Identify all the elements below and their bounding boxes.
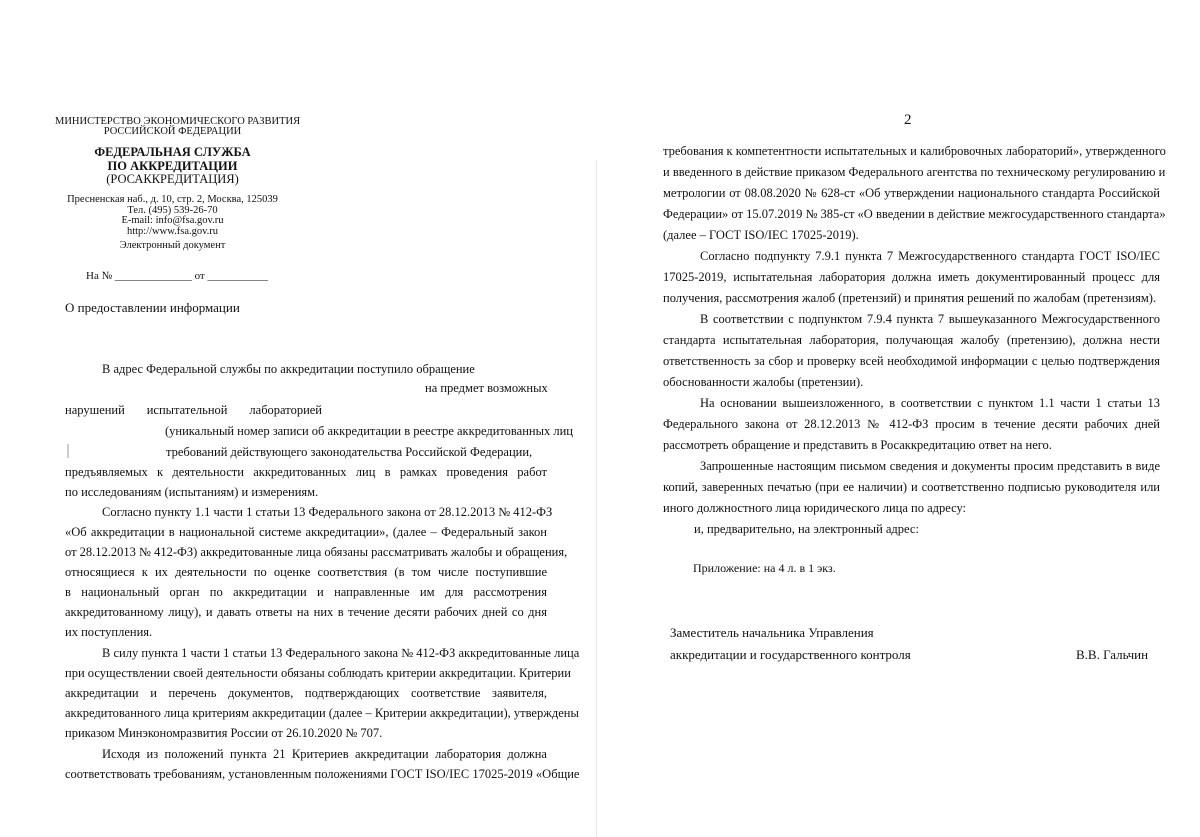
body-line: их поступления. — [65, 625, 153, 639]
body-line: требования к компетентности испытательных и калибровочных лабораторий», утвержденного — [663, 144, 1166, 158]
signer-name: В.В. Гальчин — [1076, 647, 1149, 662]
reference-line: На № ______________ от ___________ — [86, 270, 268, 282]
body-line: от 28.12.2013 № 412-ФЗ) аккредитованные лица обязаны рассматривать жалобы и обращения, — [65, 545, 568, 559]
ministry-line-2: РОССИЙСКОЙ ФЕДЕРАЦИИ — [103, 126, 242, 137]
email: E-mail: info@fsa.gov.ru — [121, 215, 224, 226]
attachment: Приложение: на 4 л. в 1 экз. — [693, 561, 836, 575]
body-line: (далее – ГОСТ ISO/IEC 17025-2019). — [663, 228, 859, 242]
website: http://www.fsa.gov.ru — [126, 226, 219, 237]
body-line: Согласно подпункту 7.9.1 пункта 7 Межгосударственного стандарта ГОСТ ISO/IEC — [700, 249, 1160, 263]
page-divider — [596, 160, 597, 837]
body-line: В адрес Федеральной службы по аккредитации поступило обращение — [102, 362, 475, 376]
body-line: (уникальный номер записи об аккредитации в реестре аккредитованных лиц — [165, 424, 573, 438]
edoc-label: Электронный документ — [119, 240, 226, 251]
body-line: обоснованности жалобы (претензии). — [663, 375, 864, 389]
body-line: 17025-2019, испытательная лаборатория должна иметь документированный процесс для — [663, 270, 1160, 284]
service-line-2: ПО АККРЕДИТАЦИИ — [107, 159, 238, 173]
body-line: аккредитации и перечень документов, подтверждающих соответствие заявителя, — [65, 686, 547, 700]
body-line: В соответствии с подпунктом 7.9.4 пункта 7 вышеуказанного Межгосударственного — [700, 312, 1160, 326]
body-line: Согласно пункту 1.1 части 1 статьи 13 Федерального закона от 28.12.2013 № 412-ФЗ — [102, 505, 553, 519]
body-line: стандарта испытательная лаборатория, получающая жалобу (претензию), должна нести — [663, 333, 1160, 347]
page-number: 2 — [904, 112, 912, 128]
subject: О предоставлении информации — [65, 300, 240, 315]
body-line: при осуществлении своей деятельности обязаны соблюдать критерии аккредитации. Критерии — [65, 666, 571, 680]
body-line: нарушений испытательной лабораторией — [65, 403, 322, 417]
body-line: и, предварительно, на электронный адрес: — [694, 522, 919, 536]
address: Пресненская наб., д. 10, стр. 2, Москва, 125039 — [67, 194, 278, 205]
body-line: Исходя из положений пункта 21 Критериев аккредитации лаборатория должна — [102, 747, 547, 761]
body-line: получения, рассмотрения жалоб (претензий) и принятия решений по жалобам (претензиям). — [663, 291, 1157, 305]
body-line: аккредитованному лицу), и давать ответы на них в течение десяти рабочих дней со дня — [65, 605, 547, 619]
body-line: и введенного в действие приказом Федерального агентства по техническому регулированию и — [663, 165, 1166, 179]
page-1 — [0, 0, 596, 837]
body-line: в национальный орган по аккредитации и направленные им для рассмотрения — [65, 585, 547, 599]
signer-title-2: аккредитации и государственного контроля — [670, 647, 911, 662]
body-line: Федерации» от 15.07.2019 № 385-ст «О введении в действие межгосударственного стандарта» — [663, 207, 1166, 221]
body-line: метрологии от 08.08.2020 № 628-ст «Об утверждении национального стандарта Российской — [663, 186, 1160, 200]
page-2 — [598, 0, 1200, 837]
body-line: рассмотреть обращение и представить в Росаккредитацию ответ на него. — [663, 438, 1052, 452]
body-line: Федерального закона от 28.12.2013 № 412-ФЗ просим в течение десяти рабочих дней — [663, 417, 1160, 431]
body-line: копий, заверенных печатью (при ее наличии) и соответственно подписью руководителя или — [663, 480, 1160, 494]
body-line: по исследованиям (испытаниям) и измерениям. — [65, 485, 319, 499]
body-line: аккредитованного лица критериям аккредитации (далее – Критерии аккредитации), утверждены — [65, 706, 579, 720]
ministry-line-1: МИНИСТЕРСТВО ЭКОНОМИЧЕСКОГО РАЗВИТИЯ — [55, 116, 301, 127]
body-line: требований действующего законодательства Российской Федерации, — [166, 445, 533, 459]
body-line: иного должностного лица юридического лица по адресу: — [663, 501, 967, 515]
body-line: На основании вышеизложенного, в соответствии с пунктом 1.1 части 1 статьи 13 — [700, 396, 1160, 410]
signer-title-1: Заместитель начальника Управления — [670, 625, 874, 640]
body-line: «Об аккредитации в национальной системе аккредитации», (далее – Федеральный закон — [65, 525, 547, 539]
phone: Тел. (495) 539-26-70 — [127, 205, 218, 216]
body-line: В силу пункта 1 части 1 статьи 13 Федерального закона № 412-ФЗ аккредитованные лица — [102, 646, 580, 660]
redaction-mark — [67, 444, 69, 458]
service-line-1: ФЕДЕРАЛЬНАЯ СЛУЖБА — [94, 145, 251, 159]
service-short: (РОСАККРЕДИТАЦИЯ) — [106, 172, 239, 186]
body-line: на предмет возможных — [425, 381, 548, 395]
body-line: относящиеся к их деятельности по оценке соответствия (в том числе поступившие — [65, 565, 547, 579]
body-line: ответственность за сбор и проверку всей необходимой информации с целью подтверждения — [663, 354, 1160, 368]
body-line: предъявляемых к деятельности аккредитованных лиц в рамках проведения работ — [65, 465, 547, 479]
body-line: Запрошенные настоящим письмом сведения и документы просим представить в виде — [700, 459, 1160, 473]
body-line: приказом Минэкономразвития России от 26.10.2020 № 707. — [65, 726, 383, 740]
body-line: соответствовать требованиям, установленным положениями ГОСТ ISO/IEC 17025-2019 «Общие — [65, 767, 580, 781]
